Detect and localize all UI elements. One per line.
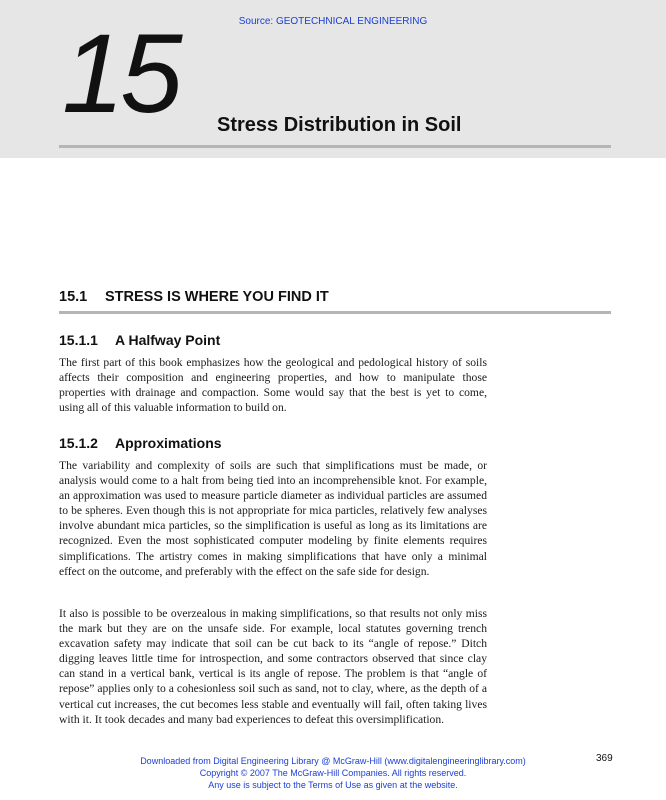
paragraph: The variability and complexity of soils are such that simplifications must be made, or analysis would come to a halt from being tied into an incomprehensible knot. For example, an approximation was used to measure particle diameter as individual particles are assumed to be spheres. Even though this is not appropriate for mica particles, relatively few analyses involve abundant mica particles, so the simplification is useful as long as its limitations are recognized. Even the most sophisticated computer modeling by finite elements requires simplifications. The artistry comes in making simplifications that have only a minimal effect on the outcome, and preferably with the effect on the safe side for design. <box>59 459 487 578</box>
subsection-heading <box>59 332 220 348</box>
subsection-title: Approximations <box>115 435 222 451</box>
section-heading <box>59 289 329 305</box>
paragraph: It also is possible to be overzealous in making simplifications, so that results not only miss the mark but they are on the unsafe side. For example, local statutes governing trench excavation safety may indicate that soil can be cut back to its “angle of repose.” Ditch digging leaves little time for introspection, and some contractors observed that since clay can stand in a vertical bank, vertical is its angle of repose. The problem is that “angle of repose” applies only to a cohesionless soil such as sand, not to clay, where, as the depth of a vertical cut increases, the cut becomes less stable and eventually will fail, often taking lives with it. It took decades and many bad experiences to defeat this oversimplification. <box>59 607 487 726</box>
section-number: 15.1 <box>59 289 88 305</box>
subsection-heading <box>59 435 222 451</box>
chapter-title: Stress Distribution in Soil <box>217 114 462 136</box>
subsection-title: A Halfway Point <box>115 332 221 348</box>
chapter-divider <box>59 145 611 148</box>
footer-terms-link[interactable]: Any use is subject to the Terms of Use as given at the website. <box>208 780 458 790</box>
subsection-number: 15.1.1 <box>59 332 98 348</box>
section-divider <box>59 311 611 314</box>
footer-copyright[interactable]: Copyright © 2007 The McGraw-Hill Companies. All rights reserved. <box>199 768 467 778</box>
section-title: STRESS IS WHERE YOU FIND IT <box>105 289 329 305</box>
footer-download-link[interactable]: Downloaded from Digital Engineering Library @ McGraw-Hill (www.digitalengineeringlibrary.com) <box>140 756 526 766</box>
subsection-number: 15.1.2 <box>59 435 98 451</box>
chapter-number: 15 <box>62 11 179 136</box>
paragraph: The first part of this book emphasizes how the geological and pedological history of soils affects their composition and engineering properties, and how to manipulate those properties with drainage and compaction. Some would say that the best is yet to come, using all of this valuable information to build on. <box>59 356 487 415</box>
source-link[interactable]: Source: GEOTECHNICAL ENGINEERING <box>238 16 428 27</box>
footer <box>0 755 666 791</box>
page-number: 369 <box>596 753 613 764</box>
